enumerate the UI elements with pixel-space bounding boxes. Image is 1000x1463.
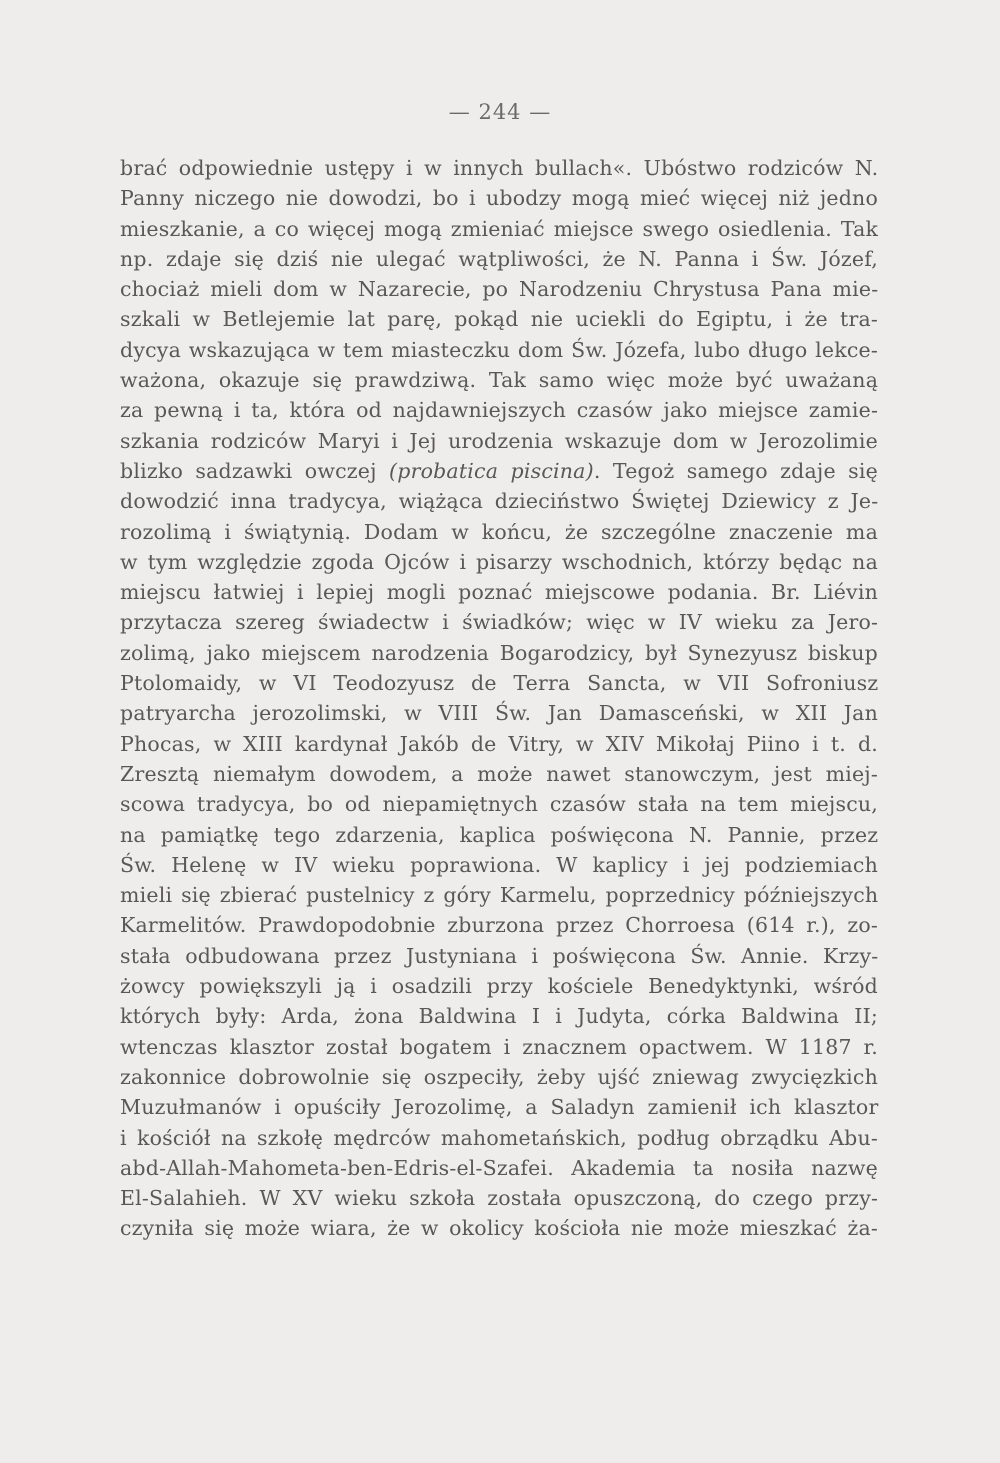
text-segment: . Tegoż samego zdaje się bbox=[593, 458, 878, 483]
text-line: zakonnice dobrowolnie się oszpeciły, żeby ujść zniewag zwycięzkich bbox=[120, 1064, 878, 1089]
text-line: Panny niczego nie dowodzi, bo i ubodzy mogą mieć więcej niż jedno bbox=[120, 186, 878, 211]
text-line: zolimą, jako miejscem narodzenia Bogarodzicy, był Synezyusz biskup bbox=[120, 640, 878, 665]
italic-text: (probatica piscina) bbox=[389, 458, 594, 483]
text-line: mieszkanie, a co więcej mogą zmieniać miejsce swego osiedlenia. Tak bbox=[120, 216, 879, 241]
text-line: Ptolomaidy, w VI Teodozyusz de Terra Sancta, w VII Sofroniusz bbox=[120, 671, 879, 696]
text-segment: blizko sadzawki owczej bbox=[120, 458, 390, 483]
text-line: Muzułmanów i opuściły Jerozolimę, a Saladyn zamienił ich klasztor bbox=[120, 1095, 879, 1120]
page-number: — 244 — bbox=[448, 100, 552, 124]
text-line: Św. Helenę w IV wieku poprawiona. W kaplicy i jej podziemiach bbox=[120, 852, 878, 877]
body-text bbox=[120, 153, 878, 1244]
text-line: Phocas, w XIII kardynał Jakób de Vitry, w XIV Mikołaj Piino i t. d. bbox=[120, 731, 878, 756]
text-line: za pewną i ta, która od najdawniejszych czasów jako miejsce zamie- bbox=[120, 398, 879, 423]
text-line: miejscu łatwiej i lepiej mogli poznać miejscowe podania. Br. Liévin bbox=[120, 580, 878, 605]
text-line: w tym względzie zgoda Ojców i pisarzy wschodnich, którzy będąc na bbox=[120, 549, 878, 574]
text-line: szkania rodziców Maryi i Jej urodzenia wskazuje dom w Jerozolimie bbox=[120, 428, 878, 453]
text-line: których były: Arda, żona Baldwina I i Judyta, córka Baldwina II; bbox=[120, 1004, 879, 1029]
text-line: ważona, okazuje się prawdziwą. Tak samo więc może być uważaną bbox=[120, 368, 879, 393]
text-line: mieli się zbierać pustelnicy z góry Karmelu, poprzednicy późniejszych bbox=[120, 883, 879, 908]
text-line: wtenczas klasztor został bogatem i znacznem opactwem. W 1187 r. bbox=[120, 1034, 878, 1059]
text-line: chociaż mieli dom w Nazarecie, po Narodzeniu Chrystusa Pana mie- bbox=[120, 277, 879, 302]
text-line: Zresztą niemałym dowodem, a może nawet stanowczym, jest miej- bbox=[120, 761, 878, 786]
text-line: na pamiątkę tego zdarzenia, kaplica poświęcona N. Pannie, przez bbox=[120, 822, 879, 847]
text-line: El-Salahieh. W XV wieku szkoła została opuszczoną, do czego przy- bbox=[120, 1186, 879, 1211]
text-line: żowcy powiększyli ją i osadzili przy kościele Benedyktynki, wśród bbox=[120, 974, 878, 999]
text-line: czyniła się może wiara, że w okolicy kościoła nie może mieszkać ża- bbox=[120, 1216, 878, 1241]
text-line: abd-Allah-Mahometa-ben-Edris-el-Szafei. Akademia ta nosiła nazwę bbox=[120, 1155, 878, 1180]
text-line: np. zdaje się dziś nie ulegać wątpliwości, że N. Panna i Św. Józef, bbox=[120, 246, 878, 271]
text-line: i kościół na szkołę mędrców mahometańskich, podług obrządku Abu- bbox=[120, 1125, 878, 1150]
text-line: szkali w Betlejemie lat parę, pokąd nie uciekli do Egiptu, i że tra- bbox=[120, 307, 878, 332]
text-line: przytacza szereg świadectw i świadków; więc w IV wieku za Jero- bbox=[120, 610, 879, 635]
text-line: dycya wskazująca w tem miasteczku dom Św. Józefa, lubo długo lekce- bbox=[120, 337, 878, 362]
text-line: brać odpowiednie ustępy i w innych bullach«. Ubóstwo rodziców N. bbox=[120, 156, 879, 180]
text-line: patryarcha jerozolimski, w VIII Św. Jan Damasceński, w XII Jan bbox=[120, 701, 878, 726]
text-line: Karmelitów. Prawdopodobnie zburzona przez Chorroesa (614 r.), zo- bbox=[120, 913, 878, 938]
text-line: rozolimą i świątynią. Dodam w końcu, że szczególne znaczenie ma bbox=[120, 519, 878, 544]
text-line: stała odbudowana przez Justyniana i poświęcona Św. Annie. Krzy- bbox=[120, 943, 879, 968]
text-line: scowa tradycya, bo od niepamiętnych czasów stała na tem miejscu, bbox=[120, 792, 878, 817]
text-line bbox=[120, 456, 878, 486]
text-line: dowodzić inna tradycya, wiążąca dzieciństwo Świętej Dziewicy z Je- bbox=[120, 489, 879, 514]
